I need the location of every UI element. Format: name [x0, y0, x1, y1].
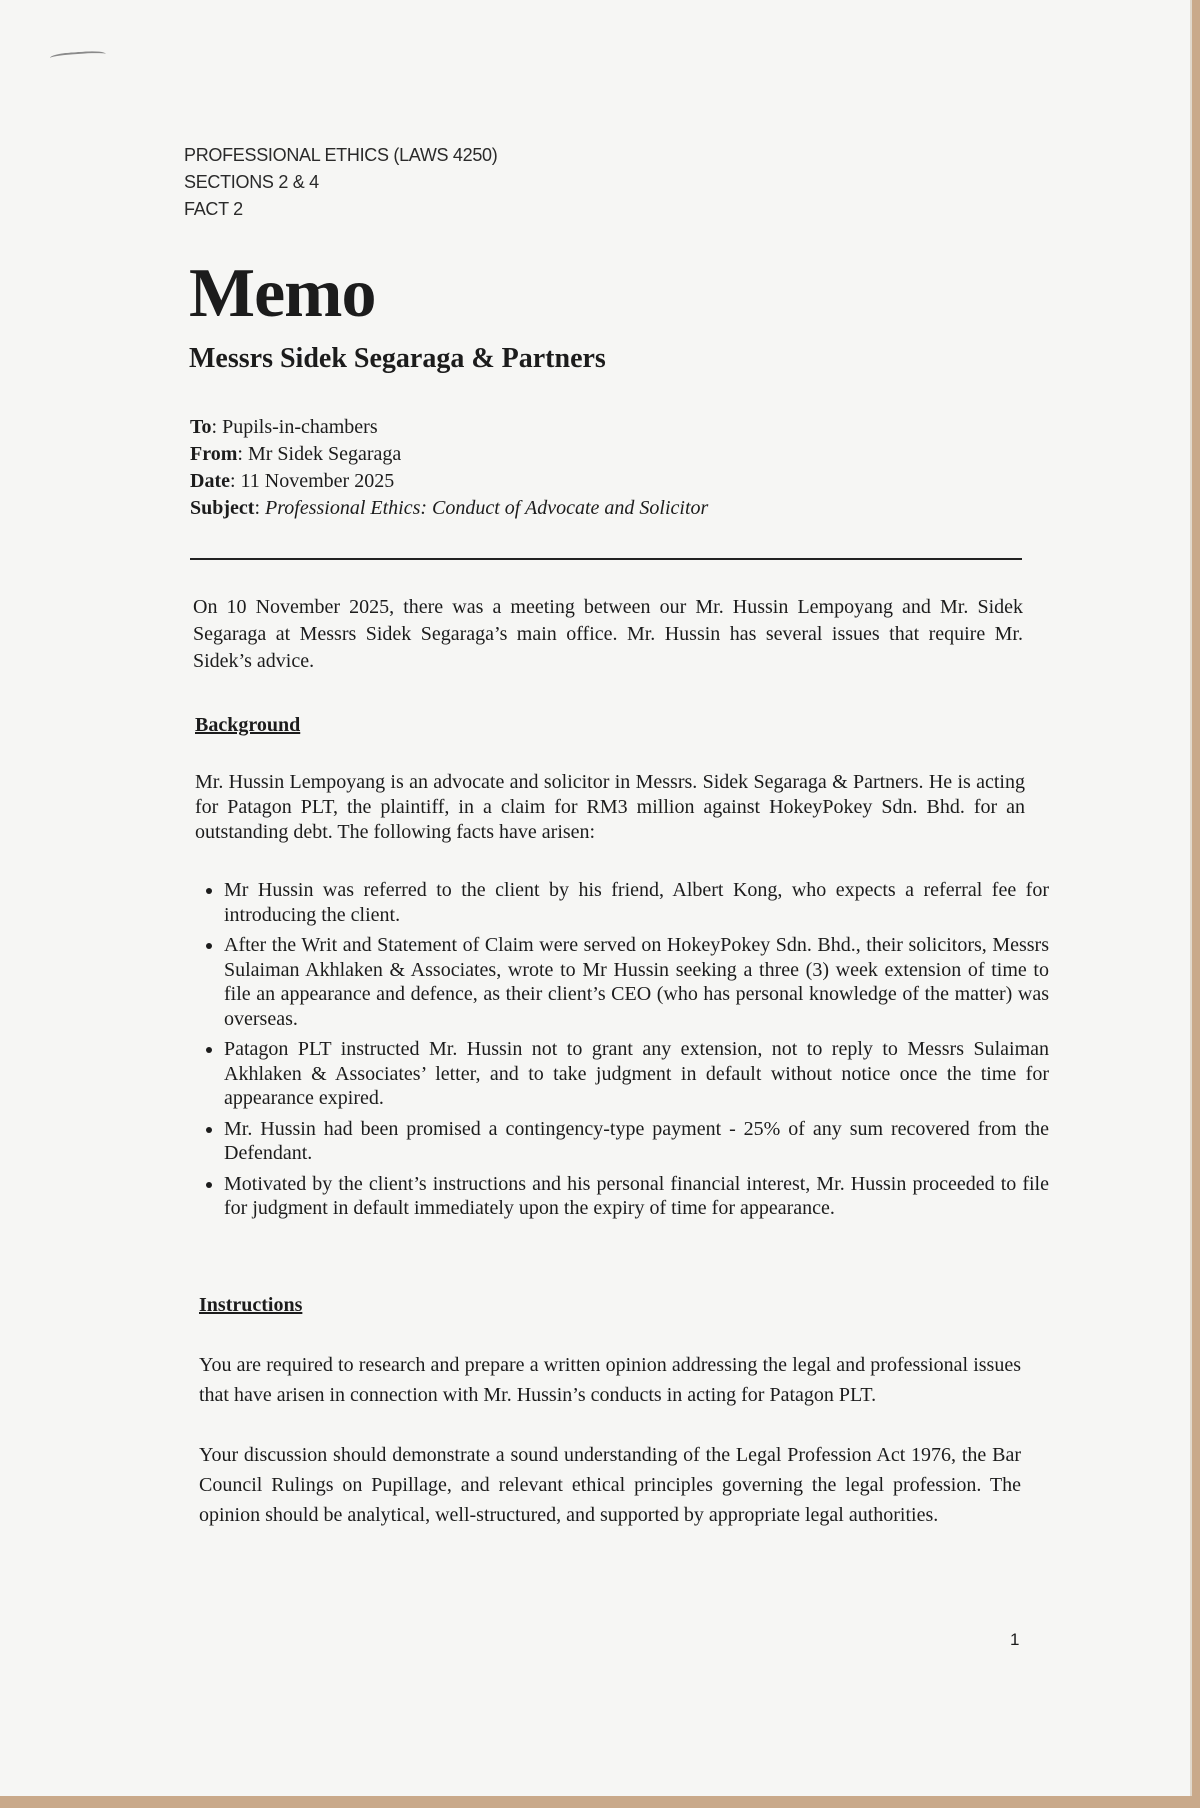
meta-from: From: Mr Sidek Segaraga: [190, 443, 402, 465]
list-item: • Motivated by the client’s instructions and his personal financial interest, Mr. Hussin proceeded to file for judgment in default immediately upon the expiry of time for appearance.: [224, 1172, 1049, 1221]
meta-date-label: Date: [190, 470, 230, 492]
meta-subject-value: Professional Ethics: Conduct of Advocate and Solicitor: [265, 497, 709, 519]
background-heading: Background: [195, 714, 301, 736]
meta-to-label: To: [190, 416, 212, 438]
instructions-heading: Instructions: [199, 1294, 303, 1316]
list-item: • Patagon PLT instructed Mr. Hussin not to grant any extension, not to reply to Messrs Sulaiman Akhlaken & Associates’ letter, and to take judgment in default without notice once the time for appearance expired.: [224, 1037, 1049, 1111]
list-item: • Mr. Hussin had been promised a contingency-type payment - 25% of any sum recovered from the Defendant.: [224, 1117, 1049, 1166]
course-title: PROFESSIONAL ETHICS (LAWS 4250): [184, 145, 498, 165]
list-item: • Mr Hussin was referred to the client by his friend, Albert Kong, who expects a referral fee for introducing the client.: [224, 878, 1049, 927]
meta-from-label: From: [190, 443, 238, 465]
page-number: 1: [1010, 1630, 1020, 1649]
meta-to: To: Pupils-in-chambers: [190, 416, 378, 438]
list-item: • After the Writ and Statement of Claim were served on HokeyPokey Sdn. Bhd., their solicitors, Messrs Sulaiman Akhlaken & Associates, wrote to Mr Hussin seeking a three (3) week extension of time to file an appearance and defence, as their client’s CEO (who has personal knowledge of the matter) was overseas.: [224, 933, 1049, 1031]
course-fact: FACT 2: [184, 199, 243, 219]
meta-date-value: 11 November 2025: [240, 470, 395, 492]
instructions-paragraph-1: You are required to research and prepare a written opinion addressing the legal and professional issues that have arisen in connection with Mr. Hussin’s conducts in acting for Patagon PLT.: [199, 1354, 1021, 1406]
meta-date: Date: 11 November 2025: [190, 470, 395, 492]
memo-meta: [190, 414, 708, 522]
instructions-paragraph-2: Your discussion should demonstrate a sound understanding of the Legal Profession Act 1976, the Bar Council Rulings on Pupillage, and relevant ethical principles governing the legal profession. The opinion should be analytical, well-structured, and supported by appropriate legal authorities.: [199, 1444, 1021, 1526]
memo-title: Memo: [189, 255, 376, 332]
meta-from-value: Mr Sidek Segaraga: [247, 443, 402, 465]
meta-subject: Subject: Professional Ethics: Conduct of Advocate and Solicitor: [190, 497, 709, 519]
pen-mark: [50, 50, 107, 64]
intro-paragraph: On 10 November 2025, there was a meeting between our Mr. Hussin Lempoyang and Mr. Sidek Segaraga at Messrs Sidek Segaraga’s main office. Mr. Hussin has several issues that require Mr. Sidek’s advice.: [193, 596, 1023, 672]
background-paragraph: Mr. Hussin Lempoyang is an advocate and solicitor in Messrs. Sidek Segaraga & Partners. He is acting for Patagon PLT, the plaintiff, in a claim for RM3 million against HokeyPokey Sdn. Bhd. for an outstanding debt. The following facts have arisen:: [195, 771, 1025, 843]
facts-list: [195, 878, 1049, 1227]
firm-name: Messrs Sidek Segaraga & Partners: [189, 343, 606, 374]
header-divider: [190, 558, 1022, 560]
meta-to-value: Pupils-in-chambers: [222, 416, 378, 438]
course-sections: SECTIONS 2 & 4: [184, 172, 319, 192]
meta-subject-label: Subject: [190, 497, 255, 519]
course-header: [184, 142, 497, 223]
